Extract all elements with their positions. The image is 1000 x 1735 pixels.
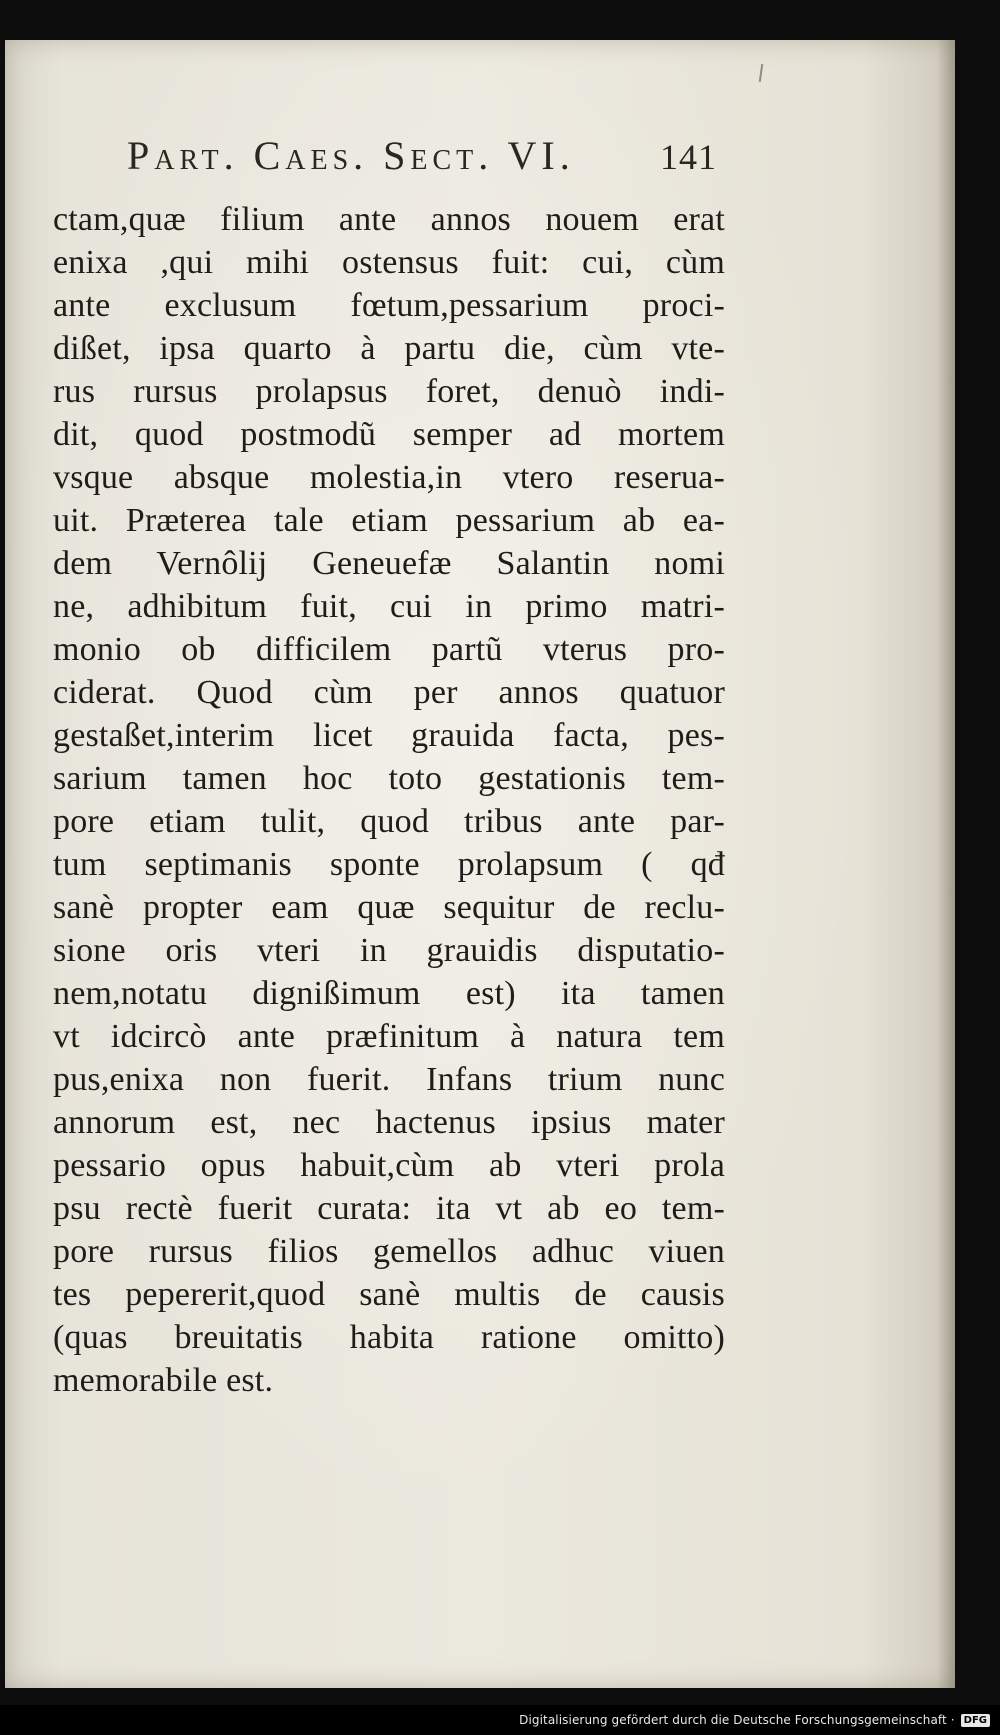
stray-mark [759, 64, 763, 82]
text-line: tum septimanis sponte prolapsum ( qđ [53, 846, 725, 883]
text-line: nem,notatu dignißimum est) ita tamen [53, 975, 725, 1012]
book-page [5, 40, 955, 1688]
running-title: Part. Caes. Sect. VI. [127, 133, 575, 178]
text-line: sarium tamen hoc toto gestationis tem- [53, 760, 725, 797]
running-head [127, 132, 717, 192]
text-line: tes pepererit,quod sanè multis de causis [53, 1276, 725, 1313]
text-line: vsque absque molestia,in vtero reserua- [53, 459, 725, 496]
funding-credit: Digitalisierung gefördert durch die Deutsche Forschungsgemeinschaft · [519, 1713, 955, 1727]
text-line: dit, quod postmodũ semper ad mortem [53, 416, 725, 453]
text-line: (quas breuitatis habita ratione omitto) [53, 1319, 725, 1356]
text-line: memorabile est. [53, 1362, 274, 1399]
page-number: 141 [660, 137, 717, 177]
text-line: ciderat. Quod cùm per annos quatuor [53, 674, 725, 711]
text-line: pore rursus filios gemellos adhuc viuen [53, 1233, 725, 1270]
text-line: monio ob difficilem partũ vterus pro- [53, 631, 725, 668]
dfg-logo: DFG [961, 1714, 990, 1727]
text-line: psu rectè fuerit curata: ita vt ab eo tem- [53, 1190, 725, 1227]
text-line: enixa ,qui mihi ostensus fuit: cui, cùm [53, 244, 725, 281]
text-line: ante exclusum fœtum,pessarium proci- [53, 287, 725, 324]
text-line: gestaßet,interim licet grauida facta, pes- [53, 717, 725, 754]
text-line: sione oris vteri in grauidis disputatio- [53, 932, 725, 969]
text-line: annorum est, nec hactenus ipsius mater [53, 1104, 725, 1141]
text-line: ne, adhibitum fuit, cui in primo matri- [53, 588, 725, 625]
text-line: dißet, ipsa quarto à partu die, cùm vte- [53, 330, 725, 367]
text-line: pore etiam tulit, quod tribus ante par- [53, 803, 725, 840]
text-line: uit. Præterea tale etiam pessarium ab ea- [53, 502, 725, 539]
text-line: pus,enixa non fuerit. Infans trium nunc [53, 1061, 725, 1098]
body-text [53, 198, 725, 1402]
text-line: pessario opus habuit,cùm ab vteri prola [53, 1147, 725, 1184]
text-line: ctam,quæ filium ante annos nouem erat [53, 201, 725, 238]
footer-bar [0, 1705, 1000, 1735]
text-line: rus rursus prolapsus foret, denuò indi- [53, 373, 725, 410]
page-edge-shadow [937, 40, 955, 1688]
text-line: sanè propter eam quæ sequitur de reclu- [53, 889, 725, 926]
text-line: vt idcircò ante præfinitum à natura tem [53, 1018, 725, 1055]
text-line: dem Vernôlij Geneuefæ Salantin nomi [53, 545, 725, 582]
